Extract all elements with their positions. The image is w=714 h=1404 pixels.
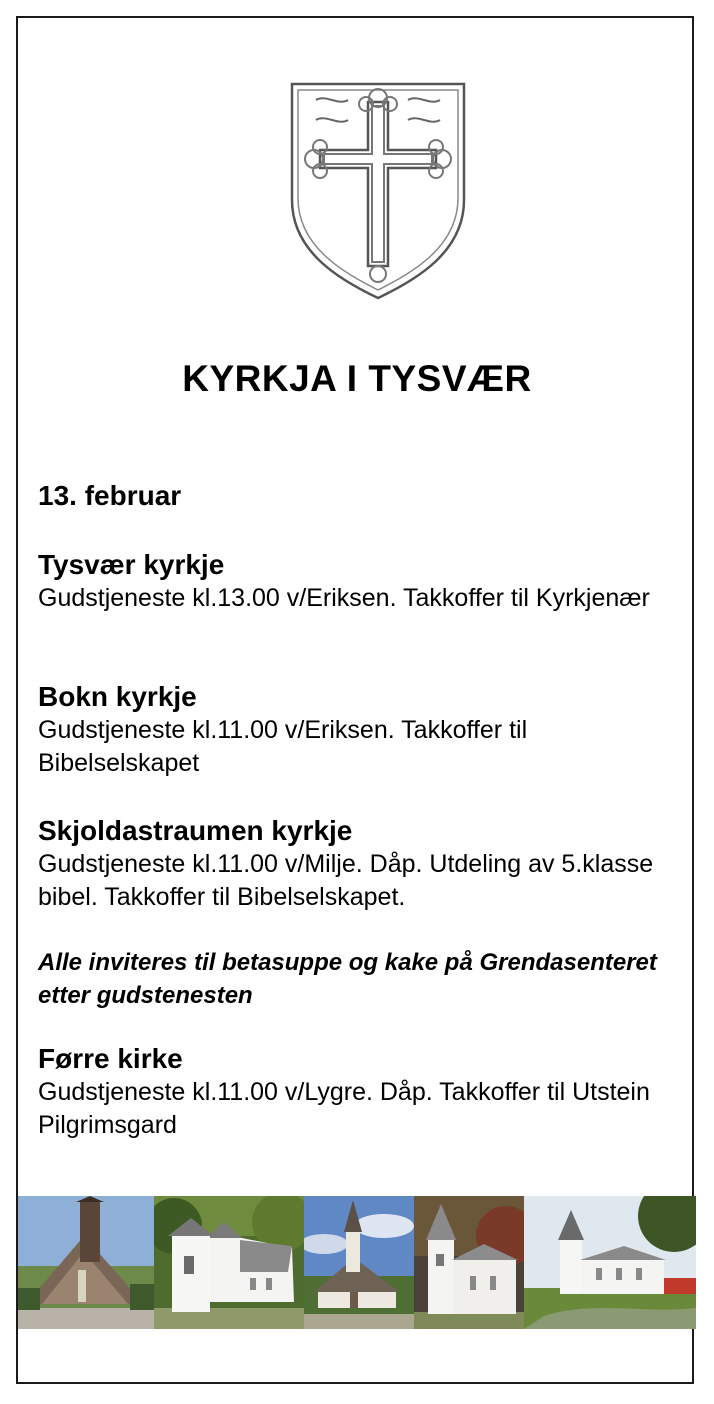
service-description: Gudstjeneste kl.11.00 v/Eriksen. Takkoffer til Bibelselskapet — [38, 716, 528, 777]
church-name: Skjoldastraumen kyrkje — [38, 815, 353, 846]
service-description: Gudstjeneste kl.13.00 v/Eriksen. Takkoffer til Kyrkjenær — [38, 584, 650, 612]
church-name: Bokn kyrkje — [38, 681, 197, 712]
service-description: Gudstjeneste kl.11.00 v/Milje. Dåp. Utdeling av 5.klasse bibel. Takkoffer til Bibelselskapet. — [38, 850, 654, 911]
church-name: Førre kirke — [38, 1043, 183, 1074]
service-date: 13. februar — [38, 480, 182, 511]
service-entry — [38, 1042, 688, 1142]
invitation-notice: Alle inviteres til betasuppe og kake på Grendasenteret etter gudstenesten — [38, 949, 657, 1009]
church-photo-3 — [304, 1196, 414, 1329]
service-entry — [38, 548, 688, 615]
service-description: Gudstjeneste kl.11.00 v/Lygre. Dåp. Takkoffer til Utstein Pilgrimsgard — [38, 1078, 650, 1139]
page-title: KYRKJA I TYSVÆR — [182, 358, 532, 399]
church-seal-icon — [286, 80, 470, 302]
church-notice-card — [16, 16, 694, 1384]
church-photo-strip — [18, 1196, 696, 1329]
church-photo-4 — [414, 1196, 524, 1329]
church-photo-1 — [18, 1196, 154, 1329]
service-entry — [38, 814, 688, 914]
church-name: Tysvær kyrkje — [38, 549, 225, 580]
church-photo-2 — [154, 1196, 304, 1329]
church-photo-5 — [524, 1196, 696, 1329]
service-entry — [38, 680, 688, 780]
